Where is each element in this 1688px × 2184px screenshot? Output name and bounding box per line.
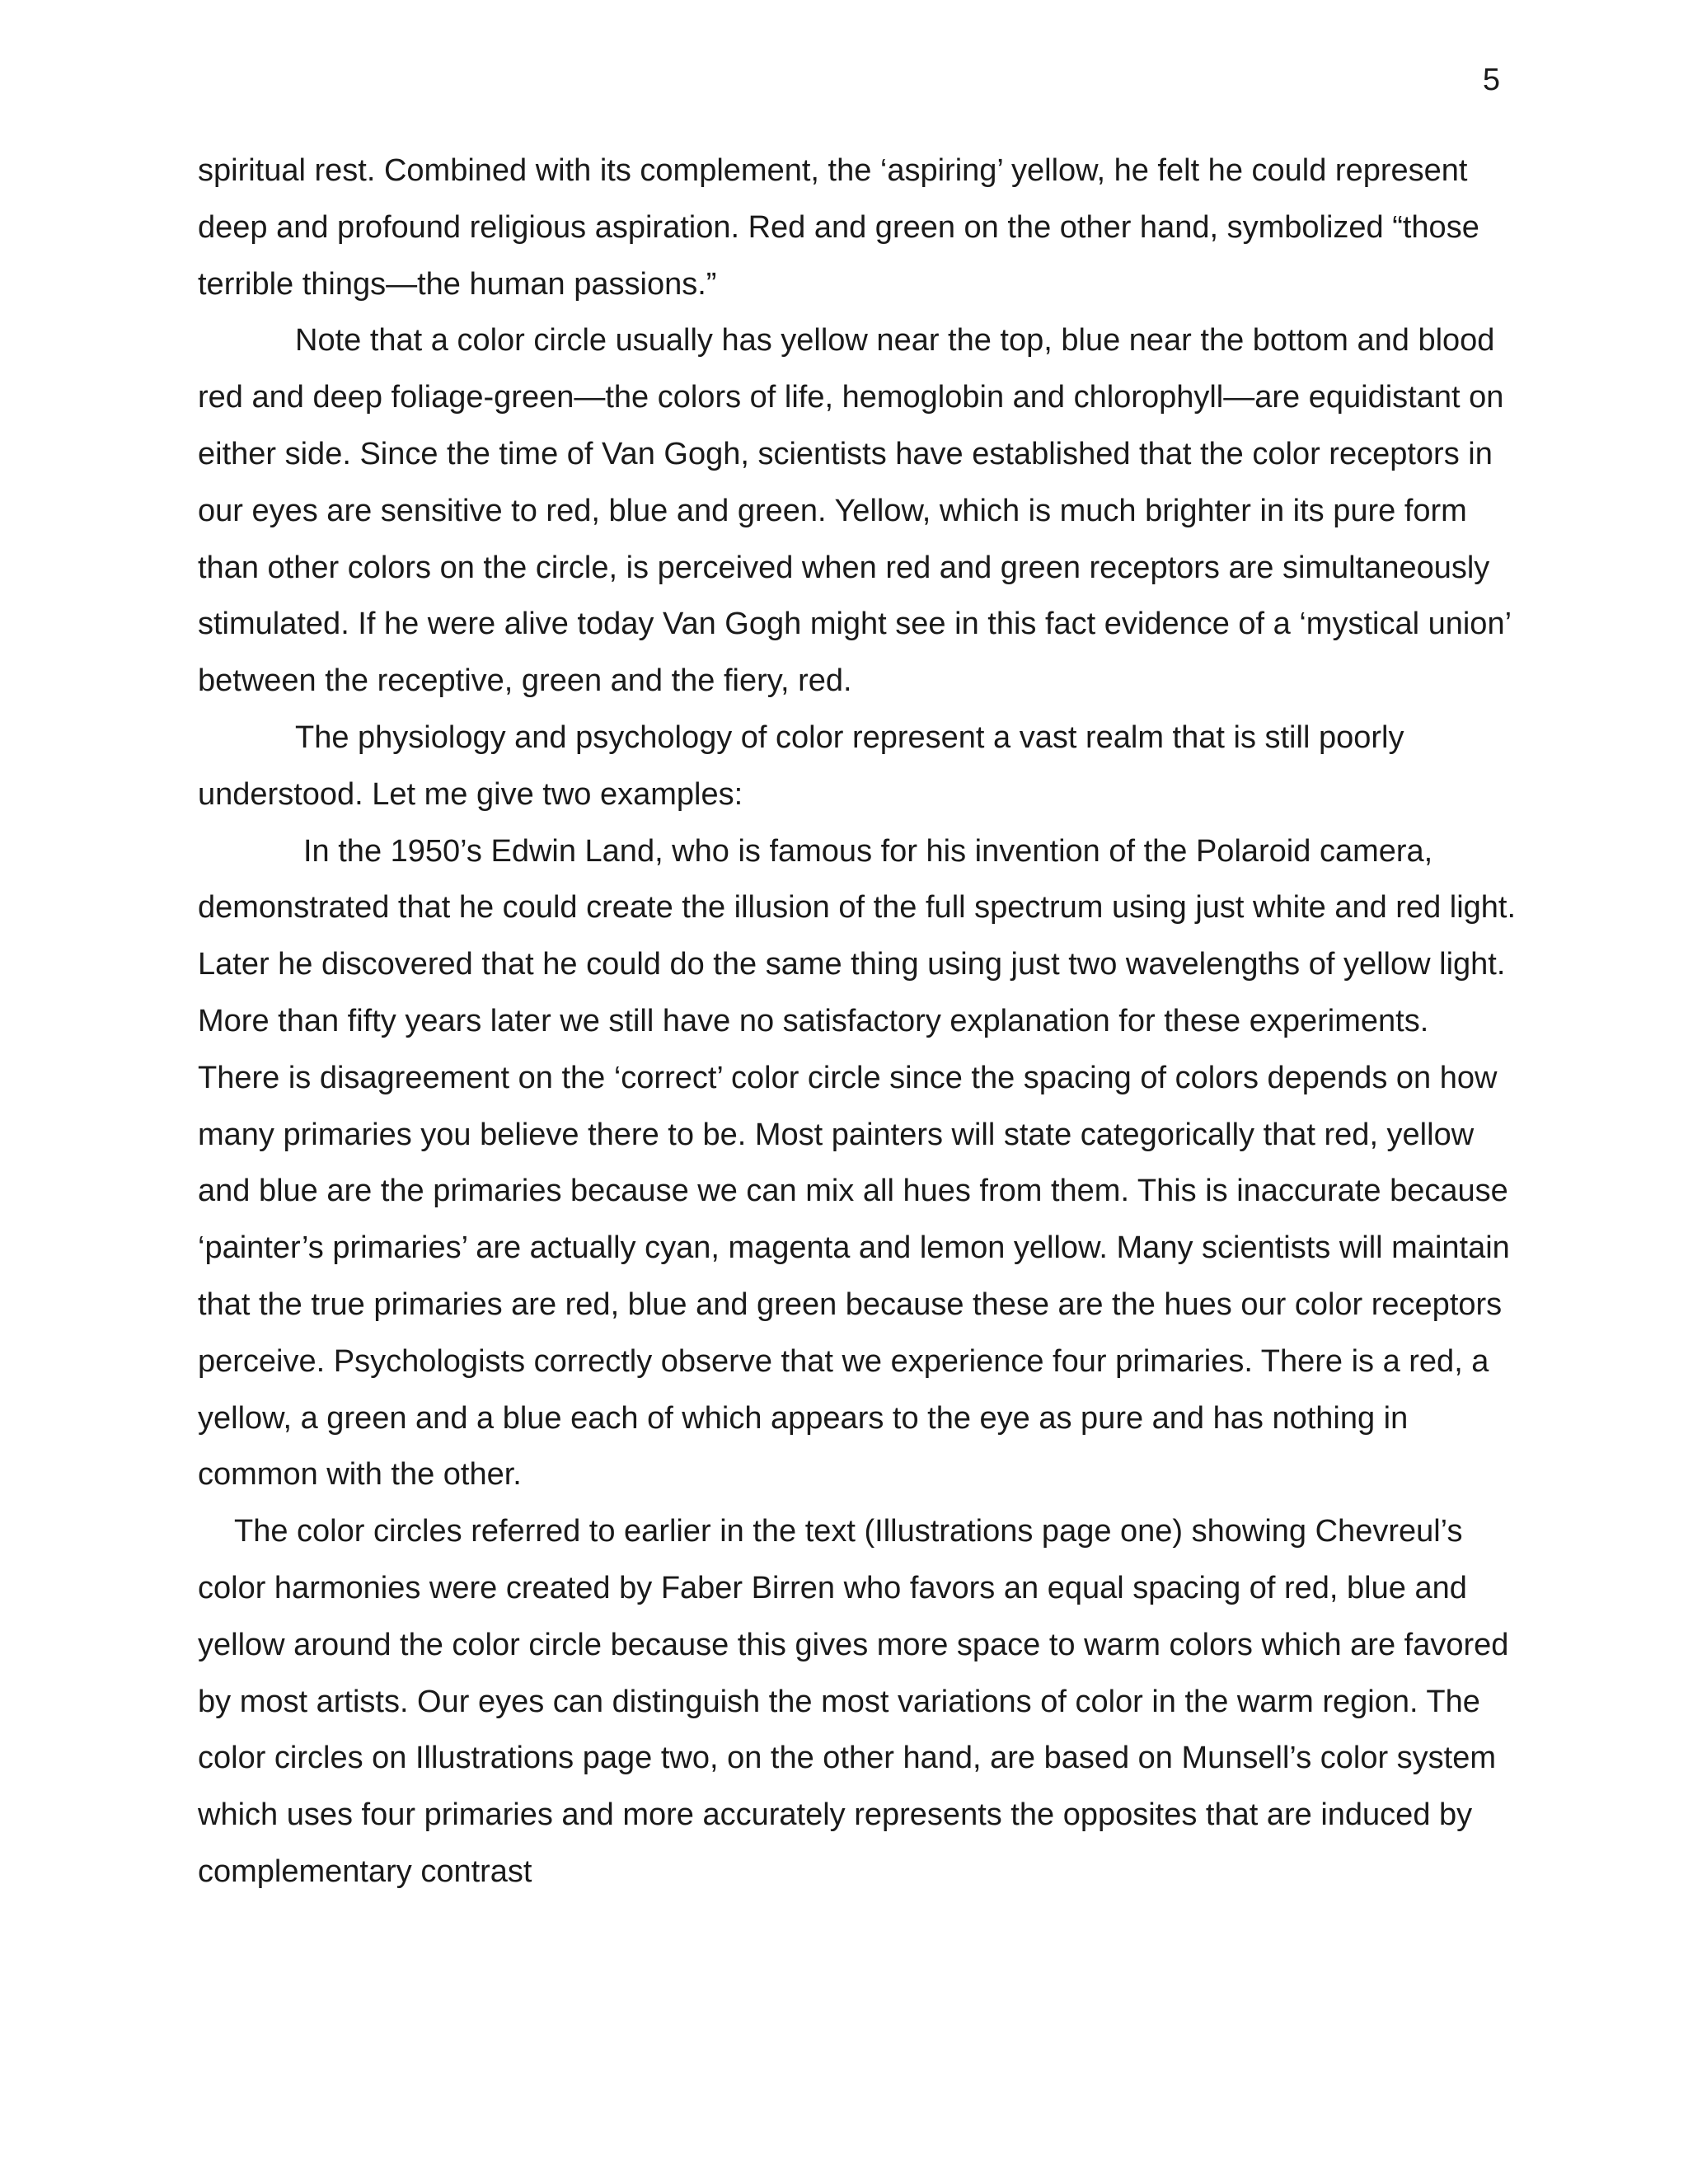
- paragraph-spiritual-rest: spiritual rest. Combined with its complement, the ‘aspiring’ yellow, he felt he could represent deep and profound religious aspiration. Red and green on the other hand, symbolized “those terrible things—the human passions.”: [198, 153, 1479, 302]
- paragraph-edwin-land: In the 1950’s Edwin Land, who is famous for his invention of the Polaroid camera, demonstrated that he could create the illusion of the full spectrum using just white and red light. Later he discovered that he could do the same thing using just two wavelengths of yellow light. More than fifty years later we still have no satisfactory explanation for these experiments.: [198, 833, 1517, 1038]
- body-text: [198, 143, 1517, 1900]
- page-number: 5: [1482, 63, 1500, 97]
- paragraph-color-circles: The color circles referred to earlier in the text (Illustrations page one) showing Chevreul’s color harmonies were created by Faber Birren who favors an equal spacing of red, blue and yellow around the color circle because this gives more space to warm colors which are favored by most artists. Our eyes can distinguish the most variations of color in the warm region. The color circles on Illustrations page two, on the other hand, are based on Munsell’s color system which uses four primaries and more accurately represents the opposites that are induced by complementary contrast: [198, 1514, 1509, 1889]
- paragraph-primaries: There is disagreement on the ‘correct’ color circle since the spacing of colors depends on how many primaries you believe there to be. Most painters will state categorically that red, yellow and blue are the primaries because we can mix all hues from them. This is inaccurate because ‘painter’s primaries’ are actually cyan, magenta and lemon yellow. Many scientists will maintain that the true primaries are red, blue and green because these are the hues our color receptors perceive. Psychologists correctly observe that we experience four primaries. There is a red, a yellow, a green and a blue each of which appears to the eye as pure and has nothing in common with the other.: [198, 1060, 1510, 1493]
- paragraph-color-circle: Note that a color circle usually has yellow near the top, blue near the bottom and blood red and deep foliage-green—the colors of life, hemoglobin and chlorophyll—are equidistant on either side. Since the time of Van Gogh, scientists have established that the color receptors in our eyes are sensitive to red, blue and green. Yellow, which is much brighter in its pure form than other colors on the circle, is perceived when red and green receptors are simultaneously stimulated. If he were alive today Van Gogh might see in this fact evidence of a ‘mystical union’ between the receptive, green and the fiery, red.: [198, 323, 1511, 699]
- paragraph-physiology: The physiology and psychology of color represent a vast realm that is still poorly understood. Let me give two examples:: [198, 719, 1404, 812]
